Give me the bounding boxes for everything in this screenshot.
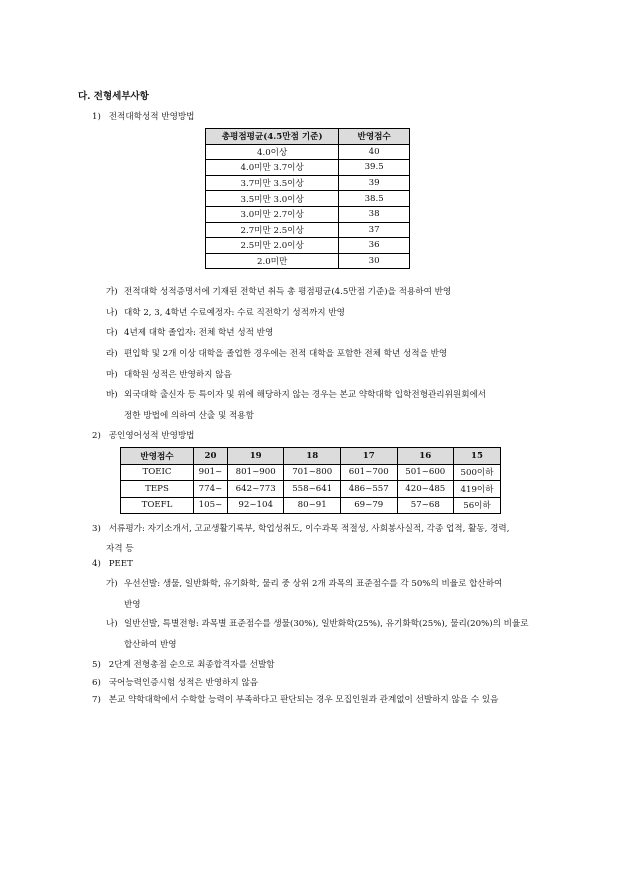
table-cell: 69~79	[340, 497, 397, 514]
sub-item-text: 우선선발: 생물, 일반화학, 유기화학, 물리 중 상위 2개 과목의 표준점수를 각 50%의 비율로 합산하여	[124, 579, 503, 589]
table-header-row	[121, 448, 501, 465]
table-row	[206, 253, 410, 269]
item-text: 공인영어성적 반영방법	[108, 431, 195, 441]
table-cell: 419이하	[454, 481, 501, 498]
table-cell: 56이하	[454, 497, 501, 514]
item-7	[92, 693, 498, 705]
table-cell: TOEFL	[121, 497, 194, 514]
table-header-cell: 총평점평균(4.5만점 기준)	[206, 129, 339, 145]
sub-item-mark: 나)	[106, 619, 118, 629]
table-cell: 40	[339, 144, 410, 160]
sub-item	[106, 326, 273, 338]
sub-item	[106, 347, 447, 359]
item-3	[92, 522, 509, 534]
table-cell: 3.0미만 2.7이상	[206, 206, 339, 222]
table-row	[206, 144, 410, 160]
item-2	[92, 429, 194, 441]
table-cell: 36	[339, 238, 410, 254]
sub-item	[106, 577, 502, 589]
item-1	[92, 110, 194, 122]
table-cell: 57~68	[397, 497, 454, 514]
table-cell: 774~	[194, 481, 228, 498]
table-cell: 601~700	[340, 464, 397, 481]
table-cell: 558~641	[284, 481, 341, 498]
section-heading: 다. 전형세부사항	[78, 91, 149, 102]
sub-item-mark: 나)	[106, 308, 118, 318]
sub-item-text: 일반선발, 특별전형: 과목별 표준점수를 생물(30%), 일반화학(25%), 유기화학(25%), 물리(20%)의 비율로	[124, 619, 529, 629]
table-cell: 501~600	[397, 464, 454, 481]
table-cell: TEPS	[121, 481, 194, 498]
sub-item-text: 대학원 성적은 반영하지 않음	[124, 370, 232, 380]
table-cell: 4.0이상	[206, 144, 339, 160]
item-number: 3)	[92, 524, 101, 534]
table-cell: 420~485	[397, 481, 454, 498]
table-cell: 38.5	[339, 191, 410, 207]
table-cell: 901~	[194, 464, 228, 481]
sub-item-text: 대학 2, 3, 4학년 수료예정자: 수료 직전학기 성적까지 반영	[124, 308, 345, 318]
item-number: 6)	[92, 678, 101, 688]
table-header-cell: 반영점수	[339, 129, 410, 145]
table-header-cell: 18	[284, 448, 341, 465]
table-cell: 3.5미만 3.0이상	[206, 191, 339, 207]
table-cell: 2.0미만	[206, 253, 339, 269]
sub-item-mark: 가)	[106, 287, 118, 297]
table-cell: 39	[339, 175, 410, 191]
sub-item-continuation	[124, 598, 141, 610]
gpa-conversion-table	[205, 128, 410, 269]
table-cell: 105~	[194, 497, 228, 514]
sub-item-continuation	[124, 638, 177, 650]
table-header-cell: 15	[454, 448, 501, 465]
table-cell: 92~104	[227, 497, 284, 514]
sub-item	[106, 617, 529, 629]
table-row	[206, 191, 410, 207]
sub-item-mark: 가)	[106, 579, 118, 589]
table-cell: TOEIC	[121, 464, 194, 481]
table-cell: 4.0미만 3.7이상	[206, 160, 339, 176]
item-number: 1)	[92, 112, 101, 122]
table-cell: 3.7미만 3.5이상	[206, 175, 339, 191]
sub-item-text: 4년제 대학 졸업자: 전체 학년 성적 반영	[124, 328, 274, 338]
item-3-continuation	[106, 542, 134, 554]
table-header-cell: 19	[227, 448, 284, 465]
item-text: 전적대학성적 반영방법	[108, 112, 195, 122]
table-row	[121, 497, 501, 514]
sub-item	[106, 388, 486, 400]
item-number: 2)	[92, 431, 101, 441]
item-number: 7)	[92, 695, 101, 705]
item-text: 본교 약학대학에서 수학할 능력이 부족하다고 판단되는 경우 모집인원과 관계없이 선발하지 않을 수 있음	[108, 695, 499, 705]
item-6	[92, 676, 258, 688]
table-row	[206, 160, 410, 176]
table-cell: 642~773	[227, 481, 284, 498]
table-cell: 2.5미만 2.0이상	[206, 238, 339, 254]
table-row	[206, 175, 410, 191]
table-cell: 80~91	[284, 497, 341, 514]
table-row	[206, 222, 410, 238]
table-cell: 500이하	[454, 464, 501, 481]
table-row	[121, 464, 501, 481]
item-text: PEET	[108, 559, 133, 569]
table-header-cell: 20	[194, 448, 228, 465]
sub-item-continuation	[124, 409, 254, 421]
item-text: 서류평가: 자기소개서, 고교생활기록부, 학업성취도, 이수과목 적절성, 사회봉사실적, 각종 업적, 활동, 경력,	[108, 524, 510, 534]
table-cell: 701~800	[284, 464, 341, 481]
table-cell: 2.7미만 2.5이상	[206, 222, 339, 238]
item-text: 2단계 전형총점 순으로 최종합격자를 선발함	[108, 660, 275, 670]
table-cell: 30	[339, 253, 410, 269]
sub-item-mark: 바)	[106, 390, 118, 400]
table-cell: 39.5	[339, 160, 410, 176]
item-4	[92, 559, 133, 569]
sub-item	[106, 306, 345, 318]
item-text: 국어능력인증시험 성적은 반영하지 않음	[108, 678, 259, 688]
table-row	[121, 481, 501, 498]
table-row	[206, 238, 410, 254]
item-5	[92, 658, 275, 670]
sub-item-text: 합산하여 반영	[124, 640, 177, 650]
table-header-cell: 16	[397, 448, 454, 465]
table-cell: 486~557	[340, 481, 397, 498]
table-cell: 801~900	[227, 464, 284, 481]
sub-item-text: 반영	[124, 600, 141, 610]
sub-item-text: 편입학 및 2개 이상 대학을 졸업한 경우에는 전적 대학을 포함한 전체 학년 성적을 반영	[124, 349, 448, 359]
table-header-cell: 반영점수	[121, 448, 194, 465]
table-header-row	[206, 129, 410, 145]
table-cell: 37	[339, 222, 410, 238]
sub-item-mark: 다)	[106, 328, 118, 338]
item-number: 5)	[92, 660, 101, 670]
sub-item-text: 외국대학 출신자 등 특이자 및 위에 해당하지 않는 경우는 본교 약학대학 입학전형관리위원회에서	[124, 390, 487, 400]
sub-item-mark: 마)	[106, 370, 118, 380]
sub-item-text: 전적대학 성적증명서에 기재된 전학년 취득 총 평점평균(4.5만점 기준)을 적용하여 반영	[124, 287, 452, 297]
sub-item-mark: 라)	[106, 349, 118, 359]
sub-item-text: 정한 방법에 의하여 산출 및 적용함	[124, 411, 254, 421]
english-score-table	[120, 447, 501, 514]
table-row	[206, 206, 410, 222]
sub-item	[106, 285, 451, 297]
table-header-cell: 17	[340, 448, 397, 465]
table-cell: 38	[339, 206, 410, 222]
item-text: 자격 등	[106, 544, 134, 554]
sub-item	[106, 368, 232, 380]
item-number: 4)	[92, 559, 101, 569]
